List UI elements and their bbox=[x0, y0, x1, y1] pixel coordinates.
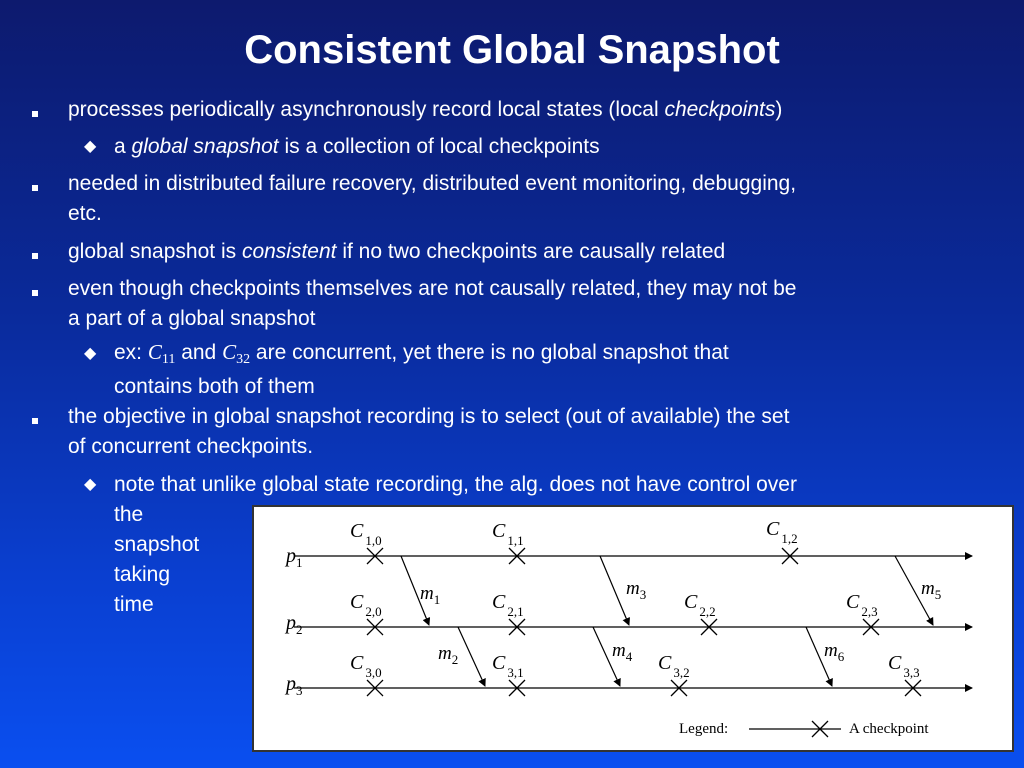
slide-title: Consistent Global Snapshot bbox=[244, 28, 780, 72]
checkpoint-diagram bbox=[252, 505, 1014, 752]
message-label-m1: $m_1$ bbox=[420, 583, 441, 607]
bullet-objective: the objective in global snapshot recording is to select (out of available) the set of concurrent checkpoints. bbox=[68, 405, 790, 458]
message-label-m5: $m_5$ bbox=[921, 578, 942, 602]
checkpoint-label-c32: C $_{3,2}$ bbox=[658, 652, 690, 680]
message-label-m4: $m_4$ bbox=[612, 640, 633, 664]
process-label-p1: $p_1$ bbox=[286, 545, 303, 570]
subbullet-no-control: note that unlike global state recording, the alg. does not have control over the snapshot taking time bbox=[114, 473, 797, 616]
checkpoint-label-c21: C $_{2,1}$ bbox=[492, 591, 524, 619]
bullet-local-checkpoints: processes periodically asynchronously record local states (local checkpoints) bbox=[68, 98, 783, 121]
checkpoint-label-c31: C $_{3,1}$ bbox=[492, 652, 524, 680]
checkpoint-label-c30: C $_{3,0}$ bbox=[350, 652, 382, 680]
diamond-bullet-icon: ◆ bbox=[84, 476, 97, 493]
checkpoint-label-c11: C $_{1,1}$ bbox=[492, 520, 524, 548]
emphasis-checkpoints: checkpoints bbox=[664, 98, 776, 121]
bullet-not-causally-related: even though checkpoints themselves are not causally related, they may not be a part of a global snapshot bbox=[68, 277, 797, 330]
process-label-p3: $p_3$ bbox=[286, 673, 303, 698]
diamond-bullet-icon: ◆ bbox=[84, 345, 97, 362]
message-arrow-m3 bbox=[600, 556, 629, 625]
emphasis-global-snapshot: global snapshot bbox=[131, 135, 279, 158]
message-label-m6: $m_6$ bbox=[824, 640, 845, 664]
process-label-p2: $p_2$ bbox=[286, 612, 303, 637]
subbullet-global-snapshot-definition: a global snapshot is a collection of local checkpoints bbox=[114, 135, 600, 158]
subbullet-example: ex: $C_{11}$ and $C_{32}$ are concurrent, yet there is no global snapshot that contains both of them bbox=[114, 340, 729, 398]
bullet-applications: needed in distributed failure recovery, distributed event monitoring, debugging, etc. bbox=[68, 172, 797, 225]
checkpoint-label-c33: C $_{3,3}$ bbox=[888, 652, 920, 680]
bullet-marker bbox=[32, 290, 38, 296]
checkpoint-label-c12: C $_{1,2}$ bbox=[766, 518, 798, 546]
bullet-marker bbox=[32, 253, 38, 259]
legend-text: A checkpoint bbox=[849, 721, 929, 737]
legend-label: Legend: bbox=[679, 721, 729, 737]
message-arrow-m2 bbox=[458, 627, 485, 686]
message-label-m3: $m_3$ bbox=[626, 578, 647, 602]
checkpoint-label-c10: C $_{1,0}$ bbox=[350, 520, 382, 548]
checkpoint-diagram-svg bbox=[254, 507, 1012, 750]
checkpoint-label-c22: C $_{2,2}$ bbox=[684, 591, 716, 619]
emphasis-consistent: consistent bbox=[241, 240, 337, 263]
bullet-marker bbox=[32, 111, 38, 117]
bullet-marker bbox=[32, 418, 38, 424]
checkpoint-label-c23: C $_{2,3}$ bbox=[846, 591, 878, 619]
message-label-m2: $m_2$ bbox=[438, 643, 459, 667]
bullet-consistent-definition: global snapshot is consistent if no two checkpoints are causally related bbox=[68, 240, 726, 263]
checkpoint-label-c20: C $_{2,0}$ bbox=[350, 591, 382, 619]
diamond-bullet-icon: ◆ bbox=[84, 138, 97, 155]
bullet-marker bbox=[32, 185, 38, 191]
